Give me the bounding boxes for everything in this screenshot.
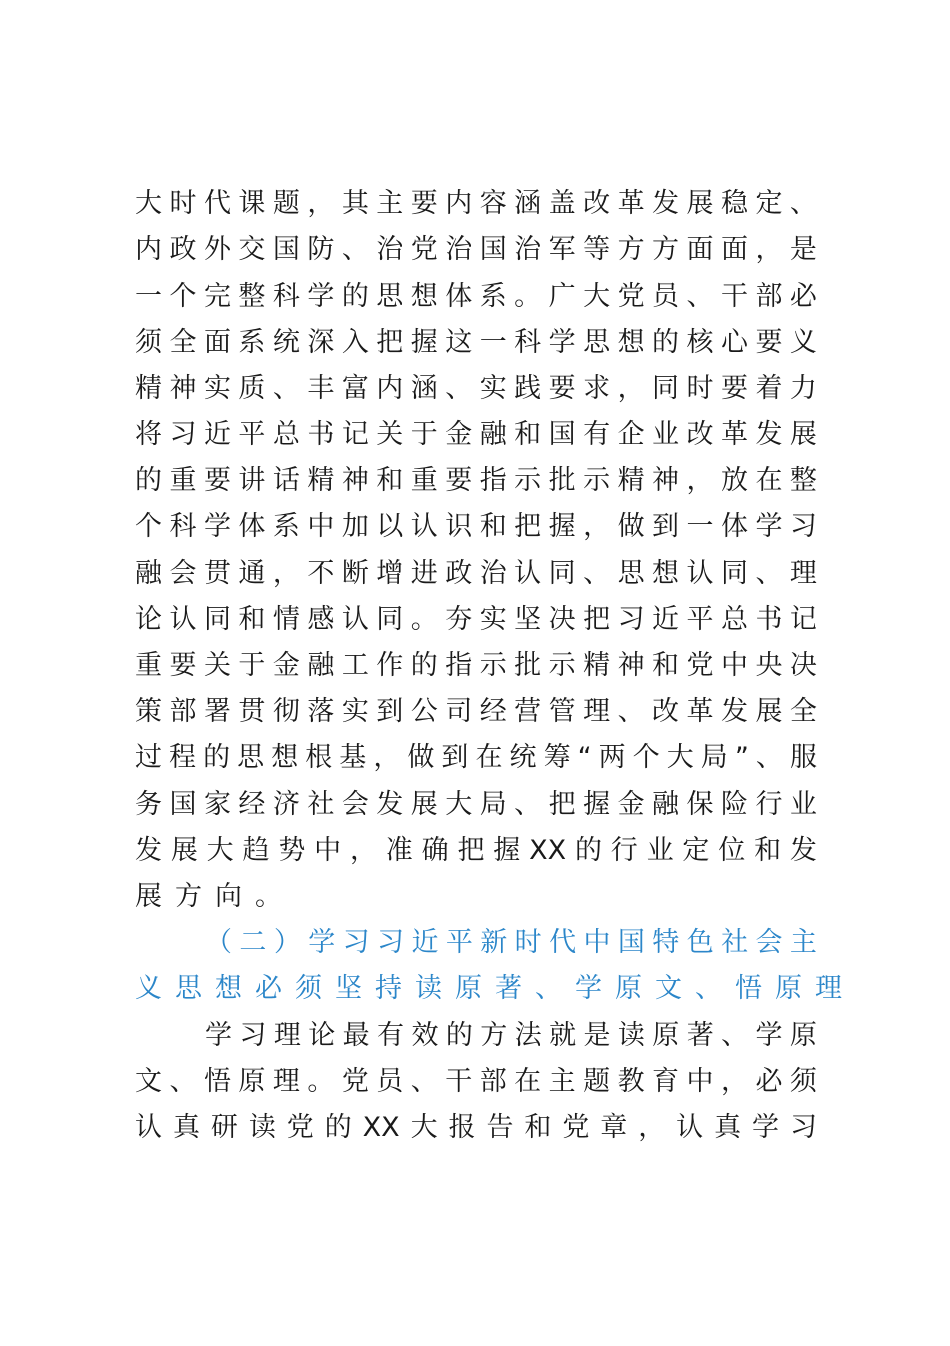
paragraph-1-line-16: 展 方 向 。: [135, 881, 282, 912]
paragraph-1-line-11: 重 要 关 于 金 融 工 作 的 指 示 批 示 精 神 和 党 中 央 决: [135, 650, 817, 681]
section-heading-line-2: 义 思 想 必 须 坚 持 读 原 著 、 学 原 文 、 悟 原 理: [135, 973, 842, 1004]
paragraph-1-line-7: 的 重 要 讲 话 精 神 和 重 要 指 示 批 示 精 神 ， 放 在 整: [135, 465, 817, 496]
paragraph-1-line-2: 内 政 外 交 国 防 、 治 党 治 国 治 军 等 方 方 面 面 ， 是: [135, 234, 817, 265]
paragraph-1-line-4: 须 全 面 系 统 深 入 把 握 这 一 科 学 思 想 的 核 心 要 义: [135, 327, 817, 358]
paragraph-1-line-15: 发 展 大 趋 势 中 ， 准 确 把 握 XX 的 行 业 定 位 和 发: [135, 835, 817, 866]
paragraph-1-line-3: 一 个 完 整 科 学 的 思 想 体 系 。 广 大 党 员 、 干 部 必: [135, 281, 817, 312]
paragraph-2-line-1: 学 习 理 论 最 有 效 的 方 法 就 是 读 原 著 、 学 原: [205, 1020, 817, 1051]
paragraph-1-line-1: 大 时 代 课 题 ， 其 主 要 内 容 涵 盖 改 革 发 展 稳 定 、: [135, 188, 817, 219]
paragraph-1-line-5: 精 神 实 质 、 丰 富 内 涵 、 实 践 要 求 ， 同 时 要 着 力: [135, 373, 817, 404]
paragraph-1-line-14: 务 国 家 经 济 社 会 发 展 大 局 、 把 握 金 融 保 险 行 业: [135, 789, 817, 820]
paragraph-1-line-6: 将 习 近 平 总 书 记 关 于 金 融 和 国 有 企 业 改 革 发 展: [135, 419, 817, 450]
paragraph-2-line-3: 认 真 研 读 党 的 XX 大 报 告 和 党 章 ， 认 真 学 习: [135, 1112, 817, 1143]
paragraph-1-line-8: 个 科 学 体 系 中 加 以 认 识 和 把 握 ， 做 到 一 体 学 习: [135, 511, 817, 542]
section-heading-line-1: （ 二 ） 学 习 习 近 平 新 时 代 中 国 特 色 社 会 主: [205, 927, 817, 958]
paragraph-1-line-12: 策 部 署 贯 彻 落 实 到 公 司 经 营 管 理 、 改 革 发 展 全: [135, 696, 817, 727]
paragraph-2-line-2: 文 、 悟 原 理 。 党 员 、 干 部 在 主 题 教 育 中 ， 必 须: [135, 1066, 817, 1097]
paragraph-1-line-10: 论 认 同 和 情 感 认 同 。 夯 实 坚 决 把 习 近 平 总 书 记: [135, 604, 817, 635]
paragraph-1-line-9: 融 会 贯 通 ， 不 断 增 进 政 治 认 同 、 思 想 认 同 、 理: [135, 558, 817, 589]
paragraph-1-line-13: 过 程 的 思 想 根 基 ， 做 到 在 统 筹 “ 两 个 大 局 ” 、 服: [135, 742, 817, 773]
